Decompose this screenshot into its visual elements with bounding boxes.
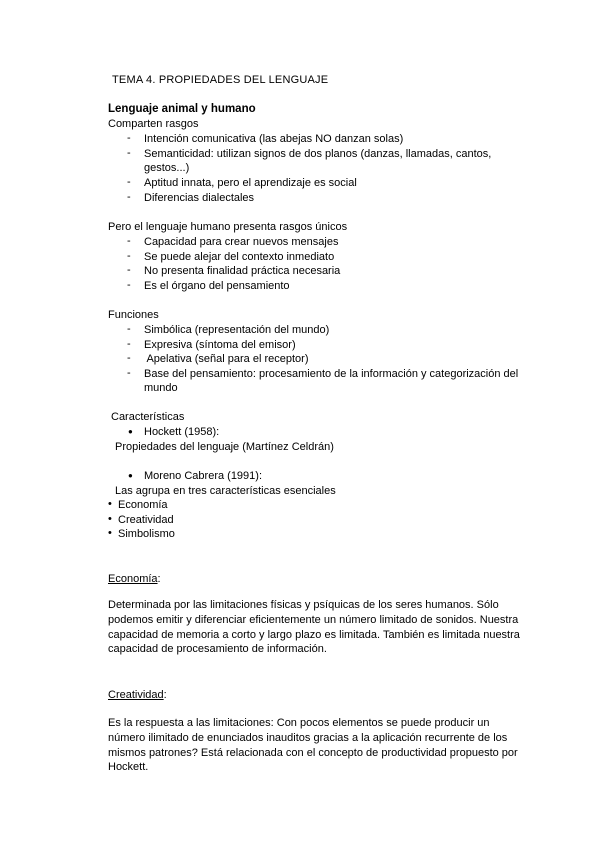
economia-paragraph — [108, 598, 520, 657]
paragraph-line: capacidad de memoria a corto y largo plazo es limitada. También es limitada nuestra — [108, 628, 520, 641]
hockett-item: Hockett (1958): — [144, 426, 220, 438]
list-item: Intención comunicativa (las abejas NO danzan solas) — [144, 133, 404, 145]
list-item: Aptitud innata, pero el aprendizaje es social — [144, 177, 357, 189]
bullet-marker: ● — [128, 427, 133, 436]
paragraph-line: número ilimitado de enunciados inauditos gracias a la aplicación recurrente de los — [108, 731, 508, 744]
list-item: Creatividad — [118, 514, 174, 526]
small-bullet-marker: • — [108, 513, 112, 525]
dash-marker: - — [127, 176, 131, 188]
dash-marker: - — [127, 235, 131, 247]
list-item-continuation: mundo — [144, 382, 178, 394]
creatividad-heading — [108, 688, 167, 702]
heading-colon: : — [163, 689, 167, 701]
heading-colon: : — [157, 573, 161, 585]
dash-marker: - — [127, 191, 131, 203]
dash-marker: - — [127, 250, 131, 262]
list-item: Economía — [118, 499, 168, 511]
paragraph-line: Hockett. — [108, 761, 149, 774]
bullet-marker: ● — [128, 471, 133, 480]
paragraph-line: mismos patrones? Está relacionada con el concepto de productividad propuesto por — [108, 746, 518, 759]
moreno-note: Las agrupa en tres características esenciales — [115, 485, 336, 497]
dash-marker: - — [127, 132, 131, 144]
dash-marker: - — [127, 338, 131, 350]
section3-intro: Funciones — [108, 309, 159, 321]
dash-marker: - — [127, 323, 131, 335]
list-item: Diferencias dialectales — [144, 192, 255, 204]
small-bullet-marker: • — [108, 527, 112, 539]
creatividad-heading-text: Creatividad — [108, 689, 164, 701]
list-item: Base del pensamiento: procesamiento de la información y categorización del — [144, 368, 519, 380]
list-item: Expresiva (síntoma del emisor) — [144, 339, 296, 351]
dash-marker: - — [127, 367, 131, 379]
paragraph-line: capacidad de procesamiento de información. — [108, 643, 327, 656]
paragraph-line: podemos emitir y diferenciar eficientemente un número limitado de sonidos. Nuestra — [108, 613, 519, 626]
dash-marker: - — [127, 264, 131, 276]
section-heading-lenguaje: Lenguaje animal y humano — [108, 103, 256, 115]
moreno-item: Moreno Cabrera (1991): — [144, 470, 263, 482]
list-item: No presenta finalidad práctica necesaria — [144, 265, 341, 277]
list-item: Semanticidad: utilizan signos de dos planos (danzas, llamadas, cantos, — [144, 148, 492, 160]
section4-intro: Características — [111, 411, 185, 423]
list-item: Simbolismo — [118, 528, 175, 540]
list-item: Se puede alejar del contexto inmediato — [144, 251, 335, 263]
section2-intro: Pero el lenguaje humano presenta rasgos únicos — [108, 221, 348, 233]
dash-marker: - — [127, 352, 131, 364]
hockett-note: Propiedades del lenguaje (Martínez Celdrán) — [115, 441, 334, 453]
list-item-continuation: gestos...) — [144, 162, 190, 174]
list-item: Es el órgano del pensamiento — [144, 280, 290, 292]
economia-heading — [108, 572, 161, 586]
document-title: TEMA 4. PROPIEDADES DEL LENGUAJE — [112, 74, 329, 86]
economia-heading-text: Economía — [108, 573, 158, 585]
paragraph-line: Determinada por las limitaciones físicas y psíquicas de los seres humanos. Sólo — [108, 599, 499, 611]
dash-marker: - — [127, 279, 131, 291]
small-bullet-marker: • — [108, 498, 112, 510]
list-item: Simbólica (representación del mundo) — [144, 324, 330, 336]
dash-marker: - — [127, 147, 131, 159]
list-item: Capacidad para crear nuevos mensajes — [144, 236, 339, 248]
paragraph-line: Es la respuesta a las limitaciones: Con pocos elementos se puede producir un — [108, 717, 490, 729]
creatividad-paragraph — [108, 716, 518, 775]
section1-intro: Comparten rasgos — [108, 118, 199, 130]
list-item: Apelativa (señal para el receptor) — [144, 353, 309, 365]
